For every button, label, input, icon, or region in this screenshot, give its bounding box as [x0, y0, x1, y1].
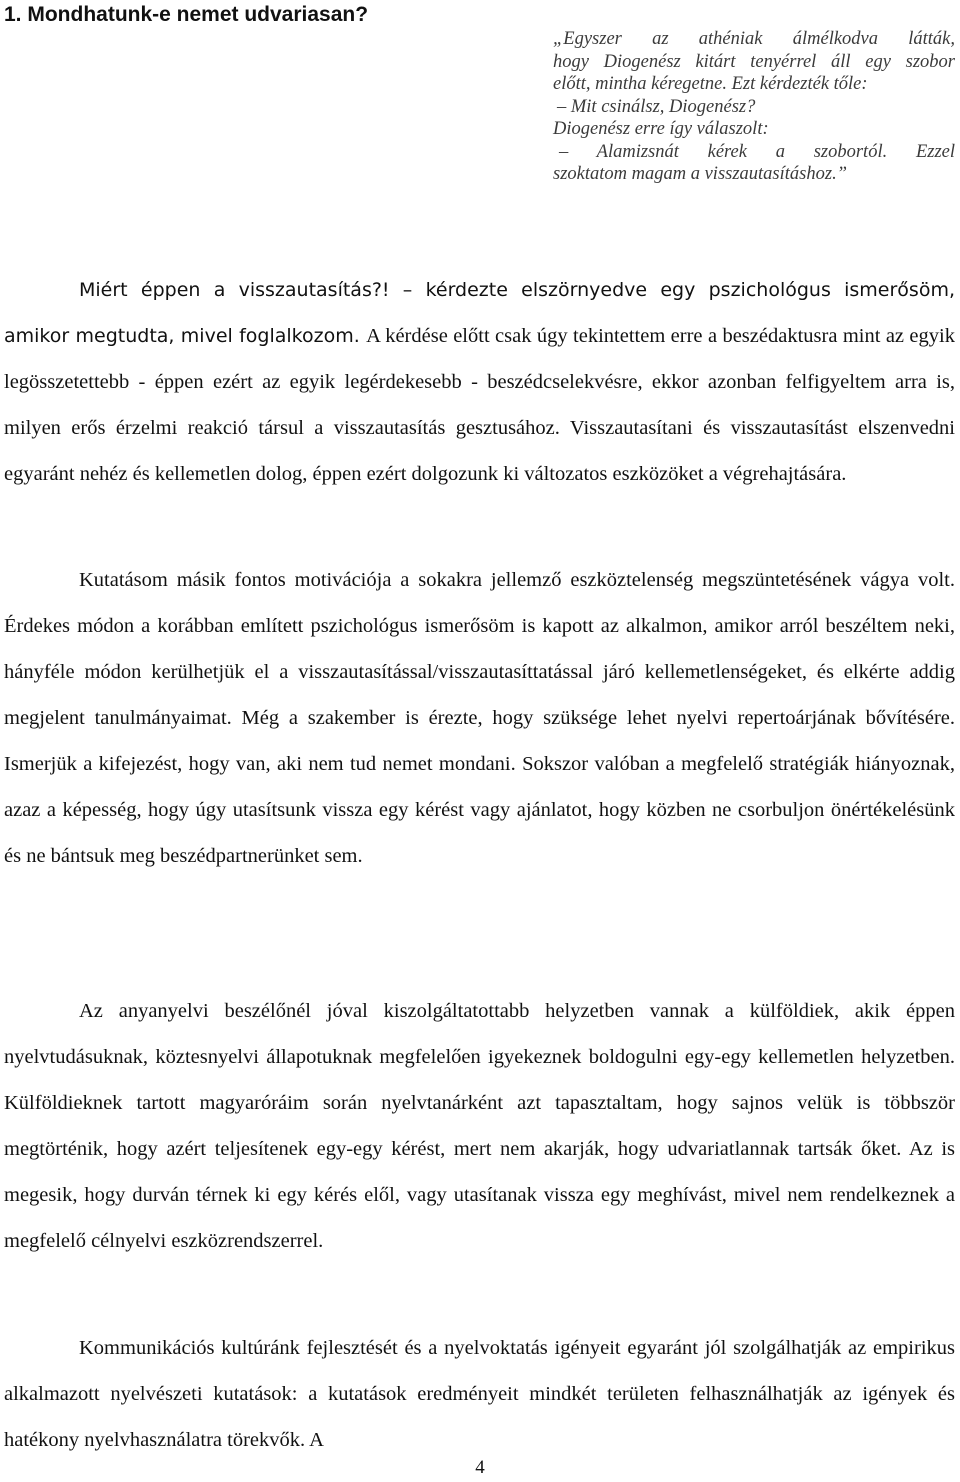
body-paragraph-1	[4, 267, 955, 497]
quote-line: szoktatom magam a visszautasításhoz.”	[553, 164, 847, 184]
epigraph-quote	[553, 28, 955, 186]
paragraph-text: Az anyanyelvi beszélőnél jóval kiszolgáltatottabb helyzetben vannak a külföldiek, akik éppen nyelvtudásuknak, köztesnyelvi állapotuknak megfelelően igyekeznek boldogulni egy-egy kellemetlen helyzetben. Külföldieknek tartott magyaróráim során nyelvtanárként azt tapasztaltam, hogy sajnos velük is többször megtörténik, hogy azért teljesítenek egy-egy kérést, mert nem akarják, hogy udvariatlannak tartsák őket. Az is megesik, hogy durván térnek ki egy kérés elől, vagy utasítanak vissza egy meghívást, mivel nem rendelkeznek a megfelelő célnyelvi eszközrendszerrel.	[4, 1000, 955, 1252]
paragraph-text: Kommunikációs kultúránk fejlesztését és a nyelvoktatás igényeit egyaránt jól szolgálhatják az empirikus alkalmazott nyelvészeti kutatások: a kutatások eredményeit mindkét területen felhasználhatják az igények és hatékony nyelvhasználatra törekvők. A	[4, 1337, 955, 1451]
page-number: 4	[475, 1457, 485, 1478]
body-paragraph-3	[4, 988, 955, 1264]
quote-line: „Egyszer az athéniak álmélkodva látták,	[553, 29, 955, 49]
section-heading: 1. Mondhatunk-e nemet udvariasan?	[4, 3, 369, 26]
paragraph-lead: Miért éppen a visszautasítás?! – kérdezte elszörnyedve egy pszichológus ismerősöm, amikor megtudta, mivel foglalkozom.	[4, 279, 955, 347]
quote-line: – Mit csinálsz, Diogenész?	[557, 96, 756, 117]
quote-line: hogy Diogenész kitárt tenyérrel áll egy szobor	[553, 51, 955, 72]
body-paragraph-4	[4, 1325, 955, 1463]
quote-line: előtt, mintha kéregetne. Ezt kérdezték tőle:	[553, 74, 868, 94]
quote-line: – Alamizsnát kérek a szobortól. Ezzel	[559, 141, 955, 162]
body-paragraph-2	[4, 557, 955, 879]
quote-line: Diogenész erre így válaszolt:	[553, 119, 769, 139]
paragraph-text: A kérdése előtt csak úgy tekintettem erre a beszédaktusra mint az egyik legösszetettebb - éppen ezért az egyik legérdekesebb - beszédcselekvésre, ekkor azonban felfigyeltem arra is, milyen erős érzelmi reakció társul a visszautasítás gesztusához. Visszautasítani és visszautasítást elszenvedni egyaránt nehéz és kellemetlen dolog, éppen ezért dolgozunk ki változatos eszközöket a végrehajtására.	[4, 325, 955, 485]
paragraph-text: Kutatásom másik fontos motivációja a sokakra jellemző eszköztelenség megszüntetésének vágya volt. Érdekes módon a korábban említett pszichológus ismerősöm is kapott az alkalmon, amikor arról beszéltem neki, hányféle módon kerülhetjük el a visszautasítással/visszautasíttatással járó kellemetlenségeket, és elkérte addig megjelent tanulmányaimat. Még a szakember is érezte, hogy szüksége lehet nyelvi repertoárjának bővítésére. Ismerjük a kifejezést, hogy van, aki nem tud nemet mondani. Sokszor valóban a megfelelő stratégiák hiányoznak, azaz a képesség, hogy úgy utasítsunk vissza egy kérést vagy ajánlatot, hogy közben ne csorbuljon önértékelésünk és ne bántsuk meg beszédpartnerünket sem.	[4, 569, 955, 867]
